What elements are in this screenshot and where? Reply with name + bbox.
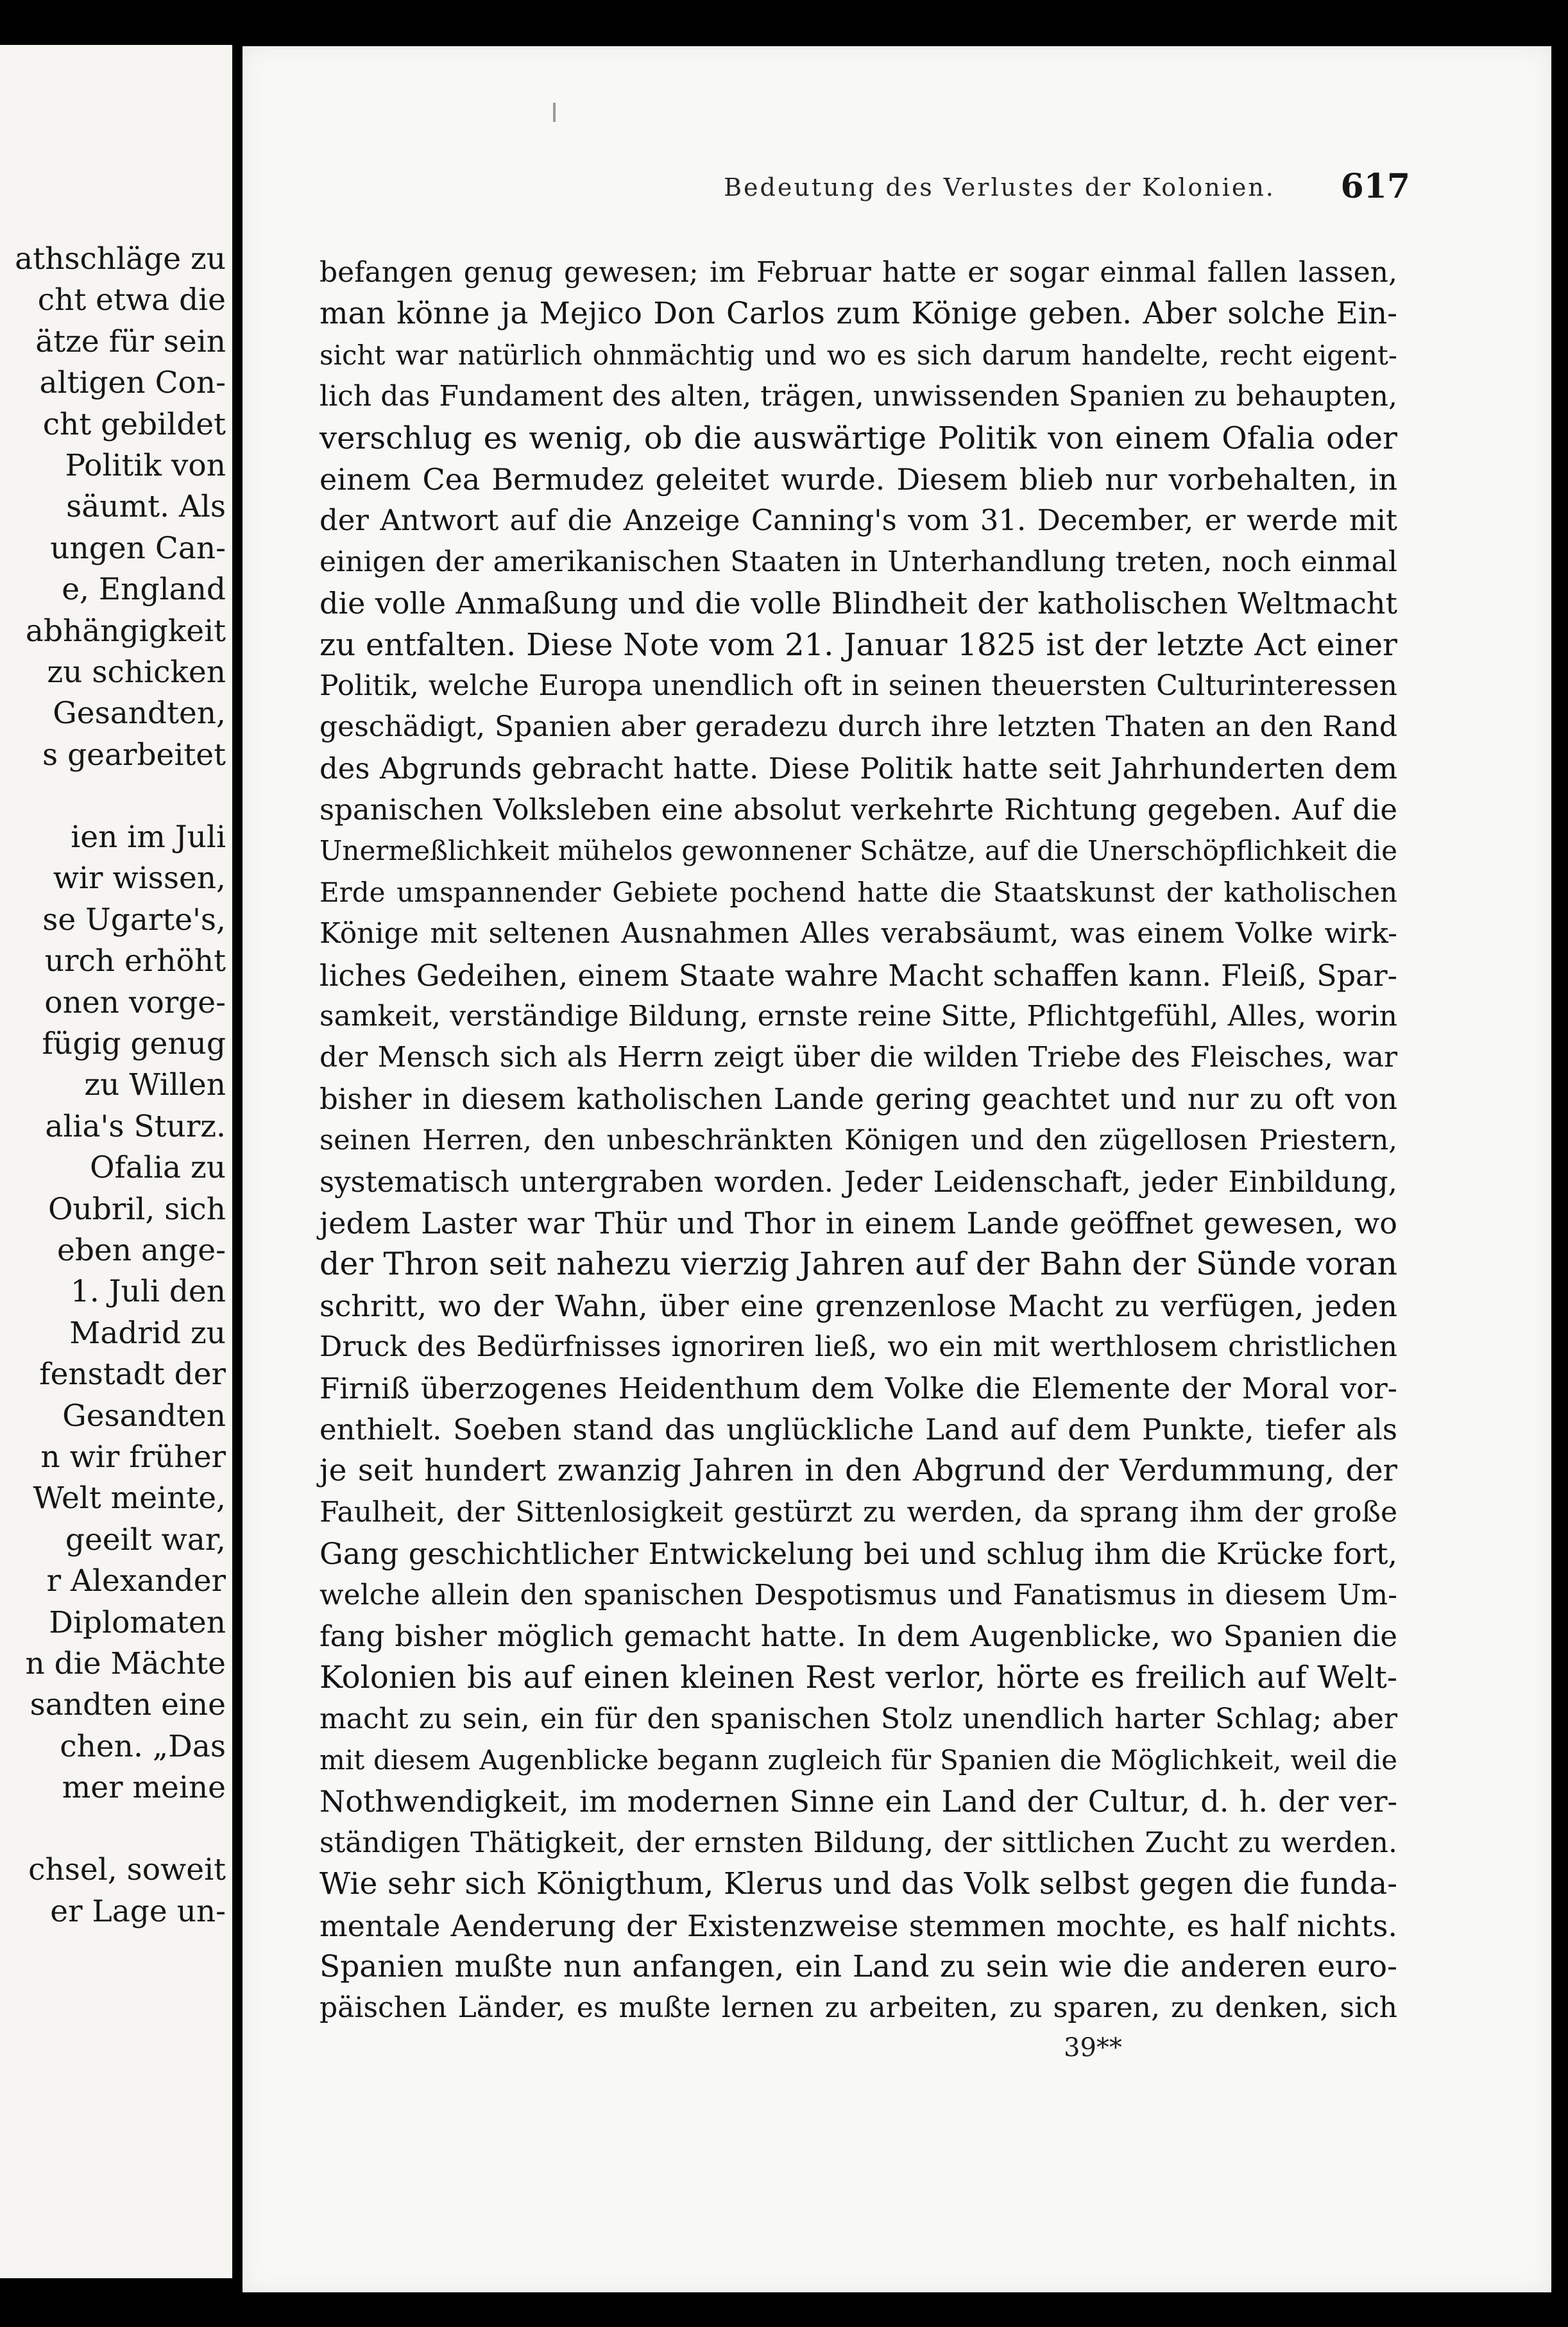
text-line: Politik von <box>65 447 226 483</box>
text-line: der Mensch sich als Herrn zeigt über die wilden Triebe des Fleisches, war <box>320 1041 1397 1074</box>
text-line: cht etwa die <box>37 282 226 318</box>
text-line: fang bisher möglich gemacht hatte. In dem Augenblicke, wo Spanien die <box>320 1619 1397 1653</box>
text-line: sicht war natürlich ohnmächtig und wo es sich darum handelte, recht eigent- <box>320 339 1397 371</box>
previous-page-fragment <box>0 45 232 2278</box>
text-line: welche allein den spanischen Despotismus und Fanatismus in diesem Um- <box>320 1578 1397 1611</box>
text-line: des Abgrunds gebracht hatte. Diese Politik hatte seit Jahrhunderten dem <box>320 751 1397 786</box>
text-line: fenstadt der <box>39 1357 226 1393</box>
text-line: n die Mächte <box>25 1645 226 1681</box>
text-line: ätze für sein <box>35 323 226 359</box>
text-line: fügig genug <box>42 1026 226 1062</box>
text-line: chsel, soweit <box>28 1852 226 1888</box>
text-line: seinen Herren, den unbeschränkten Königen und den zügellosen Priestern, <box>320 1124 1397 1157</box>
text-line: säumt. Als <box>66 489 226 525</box>
text-line: Wie sehr sich Königthum, Klerus und das Volk selbst gegen die funda- <box>320 1866 1397 1902</box>
signature-mark: 39** <box>1064 2033 1122 2063</box>
text-line: zu schicken <box>47 654 226 690</box>
text-line: Kolonien bis auf einen kleinen Rest verlor, hörte es freilich auf Welt- <box>320 1660 1397 1696</box>
text-line: einigen der amerikanischen Staaten in Unterhandlung treten, noch einmal <box>320 545 1397 578</box>
text-line: athschläge zu <box>15 241 226 277</box>
text-line: ständigen Thätigkeit, der ernsten Bildung, der sittlichen Zucht zu werden. <box>320 1826 1397 1859</box>
text-line: Erde umspannender Gebiete pochend hatte die Staatskunst der katholischen <box>320 876 1397 908</box>
text-line: päischen Länder, es mußte lernen zu arbeiten, zu sparen, zu denken, sich <box>320 1991 1397 2025</box>
text-line: lich das Fundament des alten, trägen, unwissenden Spanien zu behaupten, <box>320 380 1397 413</box>
text-line: bisher in diesem katholischen Lande gering geachtet und nur zu oft von <box>320 1081 1397 1116</box>
text-line: samkeit, verständige Bildung, ernste reine Sitte, Pflichtgefühl, Alles, worin <box>320 1000 1397 1033</box>
text-line: schritt, wo der Wahn, über eine grenzenlose Macht zu verfügen, jeden <box>320 1288 1397 1323</box>
text-line: e, England <box>62 572 226 608</box>
text-line: eben ange- <box>57 1232 226 1268</box>
text-line: altigen Con- <box>39 365 226 401</box>
text-line: die volle Anmaßung und die volle Blindheit der katholischen Weltmacht <box>320 586 1397 621</box>
text-line: macht zu sein, ein für den spanischen Stolz unendlich harter Schlag; aber <box>320 1702 1397 1735</box>
text-line: Diplomaten <box>49 1604 226 1640</box>
text-line: sandten eine <box>30 1687 226 1723</box>
text-line: befangen genug gewesen; im Februar hatte er sogar einmal fallen lassen, <box>320 256 1397 289</box>
text-line: je seit hundert zwanzig Jahren in den Abgrund der Verdummung, der <box>320 1453 1397 1489</box>
text-line: der Antwort auf die Anzeige Canning's vom 31. December, er werde mit <box>320 503 1397 538</box>
text-line: Gesandten, <box>53 696 226 732</box>
text-line: onen vorge- <box>44 984 226 1020</box>
text-line: se Ugarte's, <box>42 902 226 938</box>
text-line: verschlug es wenig, ob die auswärtige Politik von einem Ofalia oder <box>320 420 1397 456</box>
running-header: Bedeutung des Verlustes der Kolonien. <box>724 173 1275 202</box>
text-line: enthielt. Soeben stand das unglückliche Land auf dem Punkte, tiefer als <box>320 1412 1397 1447</box>
text-line: geeilt war, <box>65 1522 226 1558</box>
text-line: abhängigkeit <box>25 613 226 649</box>
text-line: mentale Aenderung der Existenzweise stemmen mochte, es half nichts. <box>320 1908 1397 1943</box>
text-line: Spanien mußte nun anfangen, ein Land zu sein wie die anderen euro- <box>320 1949 1397 1985</box>
text-line: urch erhöht <box>44 943 226 979</box>
text-line: Könige mit seltenen Ausnahmen Alles verabsäumt, was einem Volke wirk- <box>320 917 1397 950</box>
text-line: zu entfalten. Diese Note vom 21. Januar 1825 ist der letzte Act einer <box>320 626 1397 663</box>
text-line: alia's Sturz. <box>45 1108 226 1144</box>
text-line: mer meine <box>62 1770 226 1806</box>
text-line: Welt meinte, <box>33 1481 226 1516</box>
text-line: cht gebildet <box>42 406 226 442</box>
scan-artifact-mark <box>553 103 556 122</box>
text-line: Madrid zu <box>69 1315 226 1351</box>
text-line: Firniß überzogenes Heidenthum dem Volke die Elemente der Moral vor- <box>320 1371 1397 1405</box>
text-line: s gearbeitet <box>42 737 226 773</box>
text-line: Unermeßlichkeit mühelos gewonnener Schätze, auf die Unerschöpflichkeit die <box>320 835 1397 867</box>
text-line: 1. Juli den <box>70 1274 226 1310</box>
page-body-text <box>320 252 1397 2029</box>
text-line: Ofalia zu <box>89 1150 226 1186</box>
text-line: geschädigt, Spanien aber geradezu durch ihre letzten Thaten an den Rand <box>320 710 1397 744</box>
text-line: Gang geschichtlicher Entwickelung bei und schlug ihm die Krücke fort, <box>320 1536 1397 1572</box>
text-line: jedem Laster war Thür und Thor in einem Lande geöffnet gewesen, wo <box>320 1205 1397 1241</box>
text-line: n wir früher <box>40 1439 226 1475</box>
page-number: 617 <box>1340 167 1410 206</box>
text-line: man könne ja Mejico Don Carlos zum Könige geben. Aber solche Ein- <box>320 296 1397 332</box>
text-line: ungen Can- <box>50 530 226 566</box>
text-line: wir wissen, <box>53 861 226 897</box>
text-line: Druck des Bedürfnisses ignoriren ließ, wo ein mit werthlosem christlichen <box>320 1330 1397 1364</box>
text-line: zu Willen <box>84 1067 226 1103</box>
text-line: einem Cea Bermudez geleitet wurde. Diesem blieb nur vorbehalten, in <box>320 461 1397 497</box>
text-line: liches Gedeihen, einem Staate wahre Macht schaffen kann. Fleiß, Spar- <box>320 957 1397 993</box>
text-line: Politik, welche Europa unendlich oft in seinen theuersten Culturinteressen <box>320 669 1397 702</box>
paragraph-gap <box>0 776 226 817</box>
current-page <box>243 46 1551 2292</box>
text-line: er Lage un- <box>50 1893 226 1929</box>
text-line: ien im Juli <box>71 820 226 855</box>
previous-page-text <box>0 239 226 1932</box>
paragraph-gap <box>0 1808 226 1850</box>
text-line: Nothwendigkeit, im modernen Sinne ein Land der Cultur, d. h. der ver- <box>320 1784 1397 1819</box>
text-line: Gesandten <box>62 1398 226 1434</box>
text-line: chen. „Das <box>60 1728 226 1764</box>
text-line: spanischen Volksleben eine absolut verkehrte Richtung gegeben. Auf die <box>320 793 1397 827</box>
text-line: r Alexander <box>46 1563 226 1599</box>
text-line: systematisch untergraben worden. Jeder Leidenschaft, jeder Einbildung, <box>320 1164 1397 1199</box>
text-line: Oubril, sich <box>47 1191 226 1227</box>
text-line: Faulheit, der Sittenlosigkeit gestürzt zu werden, da sprang ihm der große <box>320 1495 1397 1529</box>
text-line: der Thron seit nahezu vierzig Jahren auf der Bahn der Sünde voran <box>320 1246 1397 1283</box>
text-line: mit diesem Augenblicke begann zugleich für Spanien die Möglichkeit, weil die <box>320 1744 1397 1776</box>
